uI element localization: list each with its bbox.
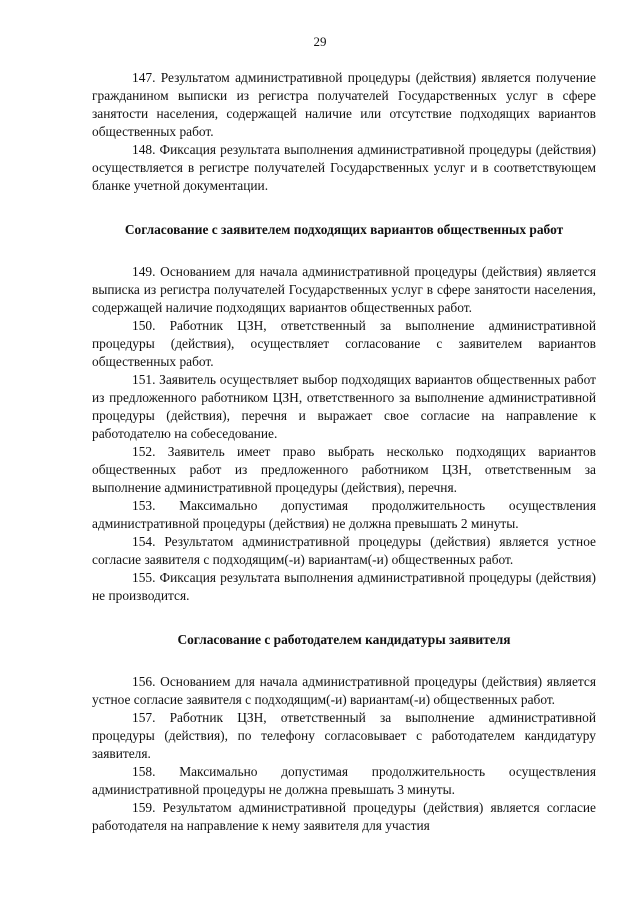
paragraph-159: 159. Результатом административной процедуры (действия) является согласие работодателя на направление к нему заявителя для участия	[92, 800, 596, 833]
paragraph-151: 151. Заявитель осуществляет выбор подходящих вариантов общественных работ из предложенного работником ЦЗН, ответственного за выполнение административной процедуры (действия), перечня и выражает свое согласие на направление к работодателю на собеседование.	[92, 372, 596, 441]
paragraph-155: 155. Фиксация результата выполнения административной процедуры (действия) не производится.	[92, 570, 596, 603]
paragraph-152: 152. Заявитель имеет право выбрать несколько подходящих вариантов общественных работ из предложенного работником ЦЗН, ответственным за выполнение административной процедуры (действия), перечня.	[92, 444, 596, 495]
section-heading-applicant-agreement: Согласование с заявителем подходящих вариантов общественных работ	[124, 222, 564, 237]
paragraph-150: 150. Работник ЦЗН, ответственный за выполнение административной процедуры (действия), осуществляет согласование с заявителем вариантов общественных работ.	[92, 318, 596, 369]
paragraph-153: 153. Максимально допустимая продолжительность осуществления административной процедуры (действия) не должна превышать 2 минуты.	[92, 498, 596, 531]
section-heading-employer-agreement: Согласование с работодателем кандидатуры заявителя	[177, 632, 511, 647]
paragraph-156: 156. Основанием для начала административной процедуры (действия) является устное согласие заявителя с подходящим(-и) вариантам(-и) общественных работ.	[92, 674, 596, 707]
paragraph-154: 154. Результатом административной процедуры (действия) является устное согласие заявителя с подходящим(-и) вариантам(-и) общественных работ.	[92, 534, 596, 567]
page-number: 29	[313, 34, 327, 49]
paragraph-157: 157. Работник ЦЗН, ответственный за выполнение административной процедуры (действия), по телефону согласовывает с работодателем кандидатуру заявителя.	[92, 710, 596, 761]
paragraph-149: 149. Основанием для начала административной процедуры (действия) является выписка из регистра получателей Государственных услуг в сфере занятости населения, содержащей наличие подходящих вариантов общественных работ.	[92, 264, 596, 315]
paragraph-147: 147. Результатом административной процедуры (действия) является получение гражданином выписки из регистра получателей Государственных услуг в сфере занятости населения, содержащей наличие или отсутствие подходящих вариантов общественных работ.	[92, 70, 596, 139]
document-body	[92, 69, 596, 835]
paragraph-148: 148. Фиксация результата выполнения административной процедуры (действия) осуществляется в регистре получателей Государственных услуг и в соответствующем бланке учетной документации.	[92, 142, 596, 193]
paragraph-158: 158. Максимально допустимая продолжительность осуществления административной процедуры не должна превышать 3 минуты.	[92, 764, 596, 797]
